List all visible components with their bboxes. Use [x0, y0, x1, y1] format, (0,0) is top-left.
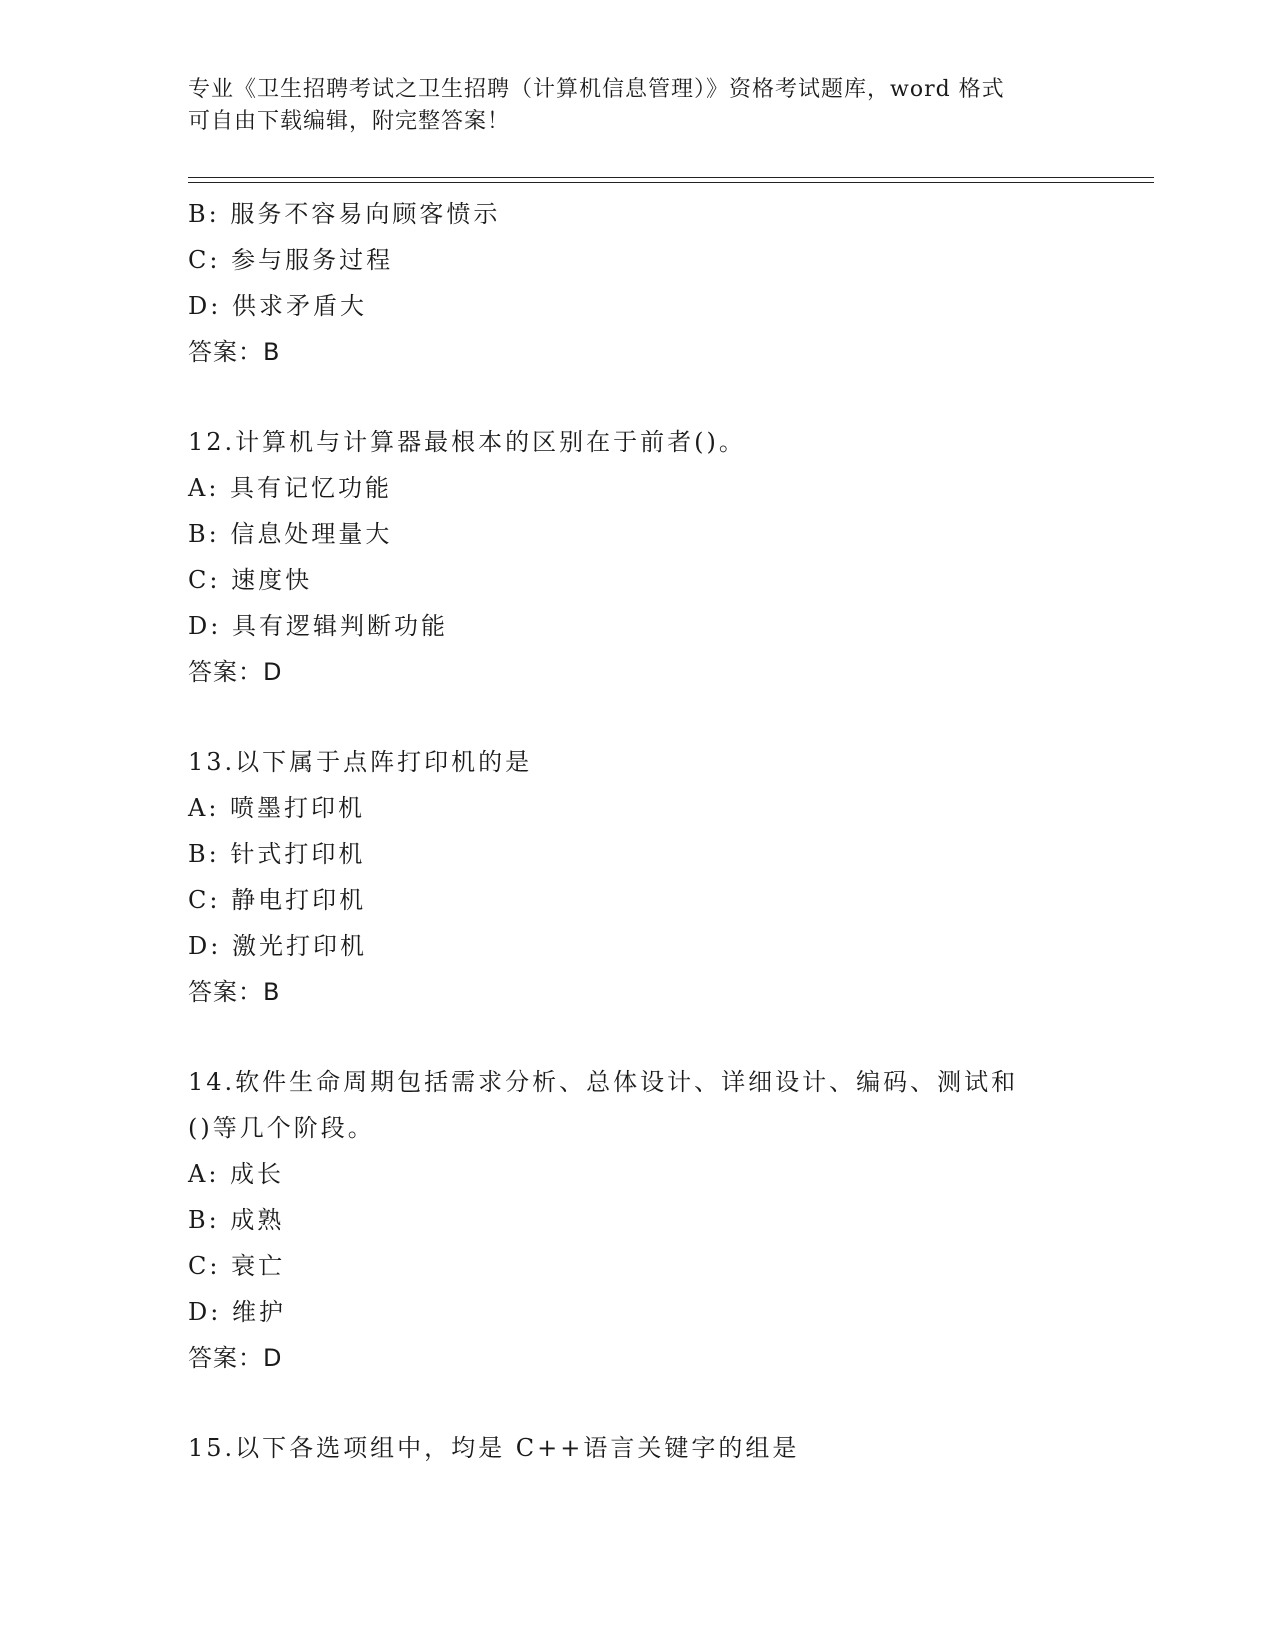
option: C: 参与服务过程 [188, 246, 394, 274]
header-line-1: 专业《卫生招聘考试之卫生招聘（计算机信息管理）》资格考试题库，word 格式 [188, 77, 1005, 102]
question-text-cont: ()等几个阶段。 [188, 1114, 375, 1142]
option: B: 针式打印机 [188, 840, 366, 868]
answer: 答案：B [188, 338, 281, 366]
answer: 答案：D [188, 658, 283, 686]
question-12 [188, 419, 1088, 695]
question-15 [188, 1425, 1088, 1471]
header-rule-bottom [188, 182, 1154, 183]
option: D: 供求矛盾大 [188, 292, 367, 320]
answer: 答案：B [188, 978, 281, 1006]
document-header [188, 74, 1068, 138]
option: C: 速度快 [188, 566, 313, 594]
option: A: 具有记忆功能 [188, 474, 393, 502]
option: A: 喷墨打印机 [188, 794, 366, 822]
answer: 答案：D [188, 1344, 283, 1372]
question-text: 13.以下属于点阵打印机的是 [188, 748, 533, 776]
option: A: 成长 [188, 1160, 285, 1188]
option: B: 成熟 [188, 1206, 285, 1234]
option: B: 信息处理量大 [188, 520, 393, 548]
option: D: 激光打印机 [188, 932, 367, 960]
option: B: 服务不容易向顾客愤示 [188, 200, 501, 228]
question-14 [188, 1059, 1088, 1381]
question-list [188, 191, 1088, 1471]
header-rule-top [188, 177, 1154, 178]
question-text: 15.以下各选项组中，均是 C++语言关键字的组是 [188, 1434, 800, 1462]
question-text: 12.计算机与计算器最根本的区别在于前者()。 [188, 428, 746, 456]
option: C: 静电打印机 [188, 886, 367, 914]
option: C: 衰亡 [188, 1252, 286, 1280]
option: D: 具有逻辑判断功能 [188, 612, 448, 640]
question-text: 14.软件生命周期包括需求分析、总体设计、详细设计、编码、测试和 [188, 1068, 1019, 1096]
question-11-tail [188, 191, 1088, 375]
option: D: 维护 [188, 1298, 286, 1326]
question-13 [188, 739, 1088, 1015]
header-line-2: 可自由下载编辑，附完整答案！ [188, 109, 511, 134]
